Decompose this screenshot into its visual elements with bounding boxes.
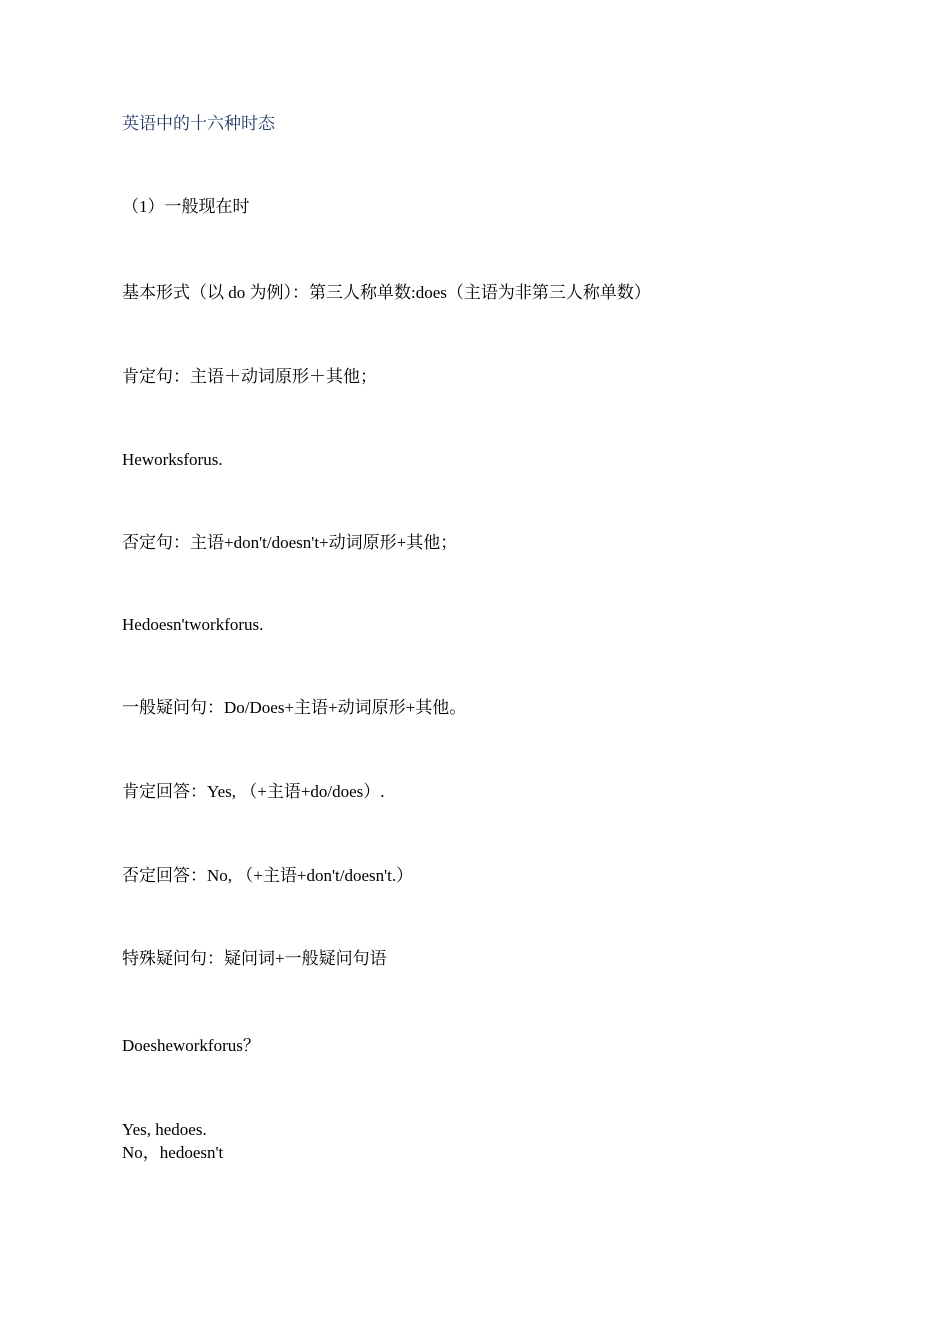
document-title: 英语中的十六种时态 bbox=[122, 114, 275, 134]
basic-form-line: 基本形式（以 do 为例）：第三人称单数:does（主语为非第三人称单数） bbox=[122, 283, 651, 302]
negative-example-line: Hedoesn'tworkforus. bbox=[122, 615, 264, 634]
no-answer-example-line: No，hedoesn't bbox=[122, 1143, 224, 1162]
affirmative-example-line: Heworksforus. bbox=[122, 450, 223, 469]
section-heading-simple-present: （1）一般现在时 bbox=[122, 197, 250, 216]
yes-answer-example-line: Yes, hedoes. bbox=[122, 1120, 207, 1139]
affirmative-rule-line: 肯定句：主语＋动词原形＋其他； bbox=[122, 367, 377, 386]
negative-answer-line: 否定回答：No, （+主语+don't/doesn't.） bbox=[122, 866, 414, 885]
general-question-rule-line: 一般疑问句：Do/Does+主语+动词原形+其他。 bbox=[122, 698, 467, 717]
affirmative-answer-line: 肯定回答：Yes, （+主语+do/does）. bbox=[122, 782, 385, 801]
question-example-line: Doesheworkforus？ bbox=[122, 1036, 260, 1055]
negative-rule-line: 否定句：主语+don't/doesn't+动词原形+其他； bbox=[122, 533, 458, 552]
special-question-rule-line: 特殊疑问句：疑问词+一般疑问句语 bbox=[122, 949, 387, 968]
